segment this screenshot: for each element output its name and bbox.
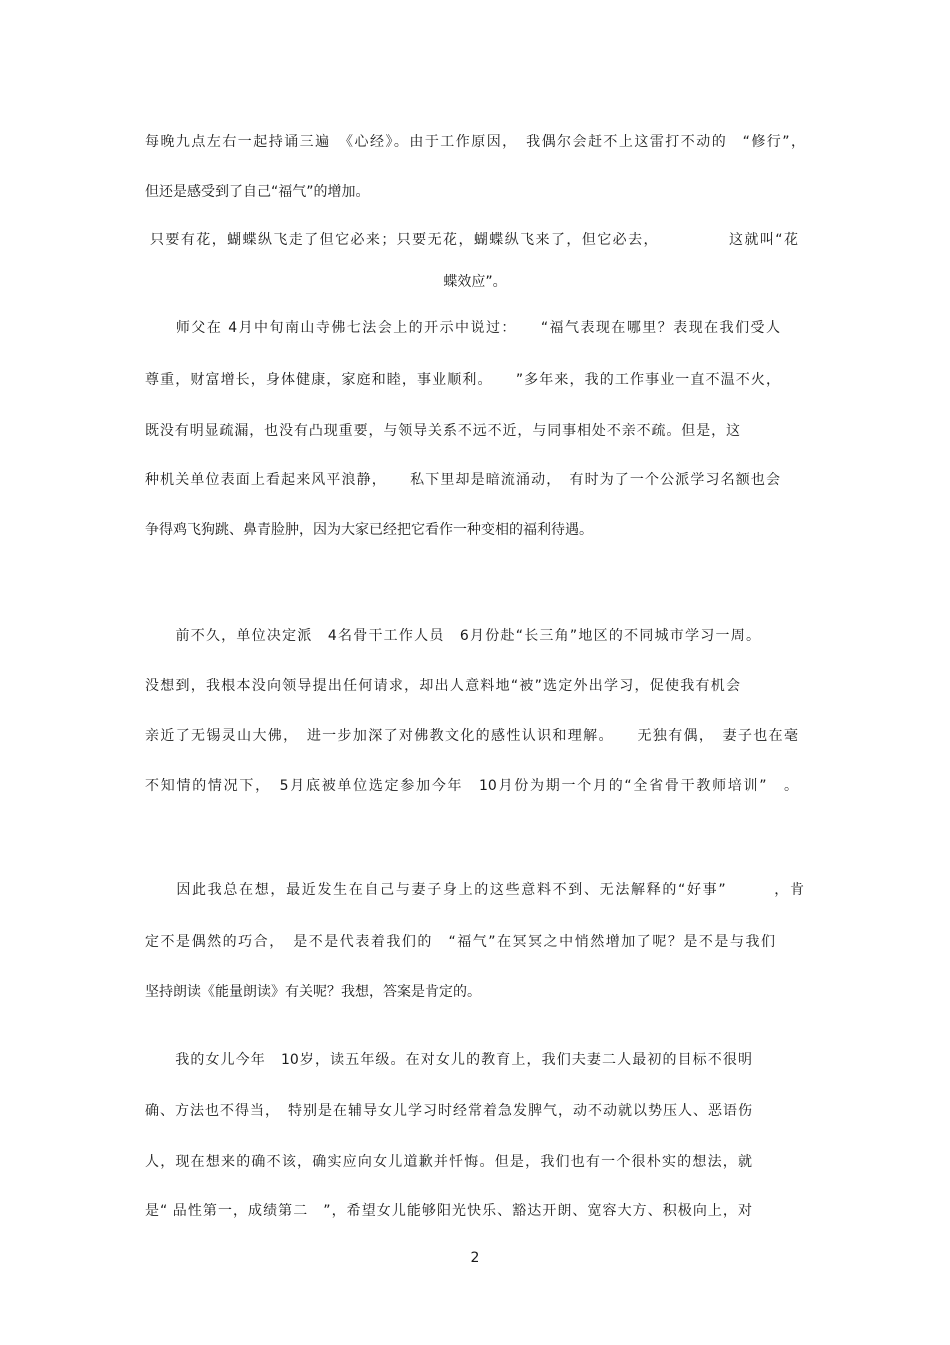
text-line: 前不久，单位决定派 4名骨干工作人员 6月份赴“长三角”地区的不同城市学习一周。 (145, 628, 760, 644)
text-line: 坚持朗读《能量朗读》有关呢？我想，答案是肯定的。 (145, 984, 481, 1000)
text-line: 但还是感受到了自己“福气”的增加。 (145, 184, 370, 200)
text-line: 师父在 4月中旬南山寺佛七法会上的开示中说过： “福气表现在哪里？表现在我们受人 (145, 320, 780, 336)
text-line: 种机关单位表面上看起来风平浪静， 私下里却是暗流涌动， 有时为了一个公派学习名额也会 (145, 472, 780, 488)
page-number: 2 (470, 1250, 480, 1266)
text-line: 因此我总在想，最近发生在自己与妻子身上的这些意料不到、无法解释的“好事” ，肯 (145, 882, 804, 898)
text-line: 既没有明显疏漏，也没有凸现重要，与领导关系不远不近，与同事相处不亲不疏。但是，这 (145, 423, 740, 439)
text-line: 确、方法也不得当， 特别是在辅导女儿学习时经常着急发脾气，动不动就以势压人、恶语伤 (145, 1103, 752, 1119)
text-line: 定不是偶然的巧合， 是不是代表着我们的 “福气”在冥冥之中悄然增加了呢？是不是与我们 (145, 934, 775, 950)
text-line: 蝶效应”。 (443, 274, 507, 290)
text-line: 我的女儿今年 10岁，读五年级。在对女儿的教育上，我们夫妻二人最初的目标不很明 (145, 1052, 752, 1068)
text-line: 人，现在想来的确不该，确实应向女儿道歉并忏悔。但是，我们也有一个很朴实的想法，就 (145, 1154, 752, 1170)
text-line: 争得鸡飞狗跳、鼻青脸肿，因为大家已经把它看作一种变相的福利待遇。 (145, 522, 593, 538)
text-line: 每晚九点左右一起持诵三遍 《心经》。由于工作原因， 我偶尔会赶不上这雷打不动的 “修行”， (145, 134, 805, 150)
text-line: 不知情的情况下， 5月底被单位选定参加今年 10月份为期一个月的“全省骨干教师培训” 。 (145, 778, 798, 794)
text-line: 没想到，我根本没向领导提出任何请求，却出人意料地“被”选定外出学习，促使我有机会 (145, 678, 740, 694)
text-line: 只要有花，蝴蝶纵飞走了但它必来；只要无花，蝴蝶纵飞来了，但它必去， 这就叫“花 (150, 232, 798, 248)
text-line: 亲近了无锡灵山大佛， 进一步加深了对佛教文化的感性认识和理解。 无独有偶， 妻子也在毫 (145, 728, 798, 744)
text-line: 尊重，财富增长，身体健康，家庭和睦，事业顺利。 ”多年来，我的工作事业一直不温不火， (145, 372, 780, 388)
text-line: 是“ 品性第一，成绩第二 ”，希望女儿能够阳光快乐、豁达开朗、宽容大方、积极向上，对 (145, 1203, 752, 1219)
